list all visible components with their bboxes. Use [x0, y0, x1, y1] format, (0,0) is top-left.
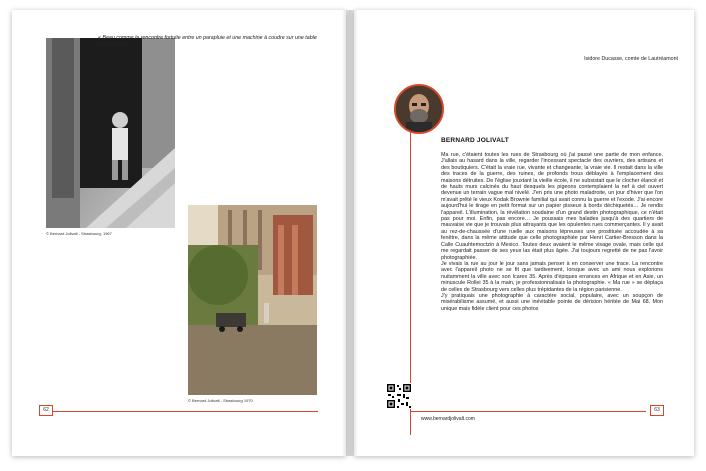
photo-child-doorway — [46, 38, 175, 228]
photo-child-doorway-image — [46, 38, 175, 228]
paragraph: J'y pratiquais une photographie à caractère social, populaire, avec un soupçon de misérabilisme assumé, et aussi une inévitable pointe de dérision héritée de Mai 68. Mon unique mais fidèle client pour ces photos — [441, 292, 663, 312]
paragraph: Je vivais la rue au jour le jour sans jamais penser à en conserver une trace. La rencontre avec l'appareil photo ne se fit que tardivement, lorsque avec un ami nous explorions nuitamment la ville avec son Icarex 35. Après d'épiques errances en Afrique et en Asie, un minuscule Rollei 35 à la main, je professionnalisais la photographie. « Ma rue » se déplaça de celles de Strasbourg vers celles plus trépidantes de la région parisienne. — [441, 260, 663, 293]
page-number-right: 63 — [650, 405, 664, 416]
qr-code-icon — [386, 383, 412, 409]
paragraph: Ma rue, c'étaient toutes les rues de Strasbourg où j'ai passé une partie de mon enfance. J'allais au hasard dans la ville, regarder l'incessant spectacle des ouvriers, des artisans et des boutiquiers. C'était la vraie rue, vivante et changeante, la vraie vie. Il restait dans la ville des traces de la guerre, des ruines, de profonds trous déblayés à l'emplacement des maisons détruites. De l'église jouxtant la vieille école, il ne subsistait que le clocher élancé et de hauts murs calcinés du haut desquels les pigeons contemplaient la nef à ciel ouvert devenue un terrain vague mal nivelé. J'en pris une photo maladroite, un jour d'hiver que l'on m'avait prêté le vieux Kodak Brownie familial qui avait connu la guerre et l'exode. J'ai encore aujourd'hui le tirage en petit format sur un papier pisseux à bords déchiquetés… Je rendis l'appareil. L'illumination, la révélation soudaine d'un grand destin photographique, ce n'était pas pour moi. Enfin, pas encore… Je poussais mes balades jusqu'à des quartiers de mauvaise vie que je trouvais plus attrayants que les opulentes rues commerçantes. Il y avait au rez-de-chaussée d'une ruelle aux maisons lépreuses une prostituée accoudée à sa fenêtre, dans la même attitude que celle photographiée par Henri Cartier-Bresson dans la Calle Cuauhtemoctzin à Mexico. Toutes deux avaient le même visage ovale, mais celle qui me regardait passer de ses yeux las était plus âgée. J'ai toujours regretté de ne pas l'avoir photographiée. — [441, 152, 663, 261]
footer-rule-left — [53, 411, 318, 412]
footer-rule-right — [410, 411, 646, 412]
website-link[interactable]: www.bernardjolivalt.com — [421, 416, 475, 422]
author-name: BERNARD JOLIVALT — [441, 137, 509, 144]
photo2-caption: © Bernard Jolivalt - Strasbourg 1970 — [188, 398, 253, 403]
body-text — [441, 152, 663, 392]
qr-code-graphic — [386, 383, 412, 409]
epigraph-quote: « Beau comme la rencontre fortuite entre un parapluie et une machine à coudre sur une table de dissection » — [98, 35, 317, 48]
author-portrait-image — [396, 86, 442, 132]
book-gutter — [342, 10, 358, 456]
epigraph-author: Isidore Ducasse, comte de Lautréamont — [584, 56, 678, 62]
page-number-left: 62 — [39, 405, 53, 416]
photo-street-car-image — [188, 205, 317, 395]
author-portrait — [394, 84, 444, 134]
photo-street-car — [188, 205, 317, 395]
photo1-caption: © Bernard Jolivalt - Strasbourg, 1967 — [46, 231, 112, 236]
